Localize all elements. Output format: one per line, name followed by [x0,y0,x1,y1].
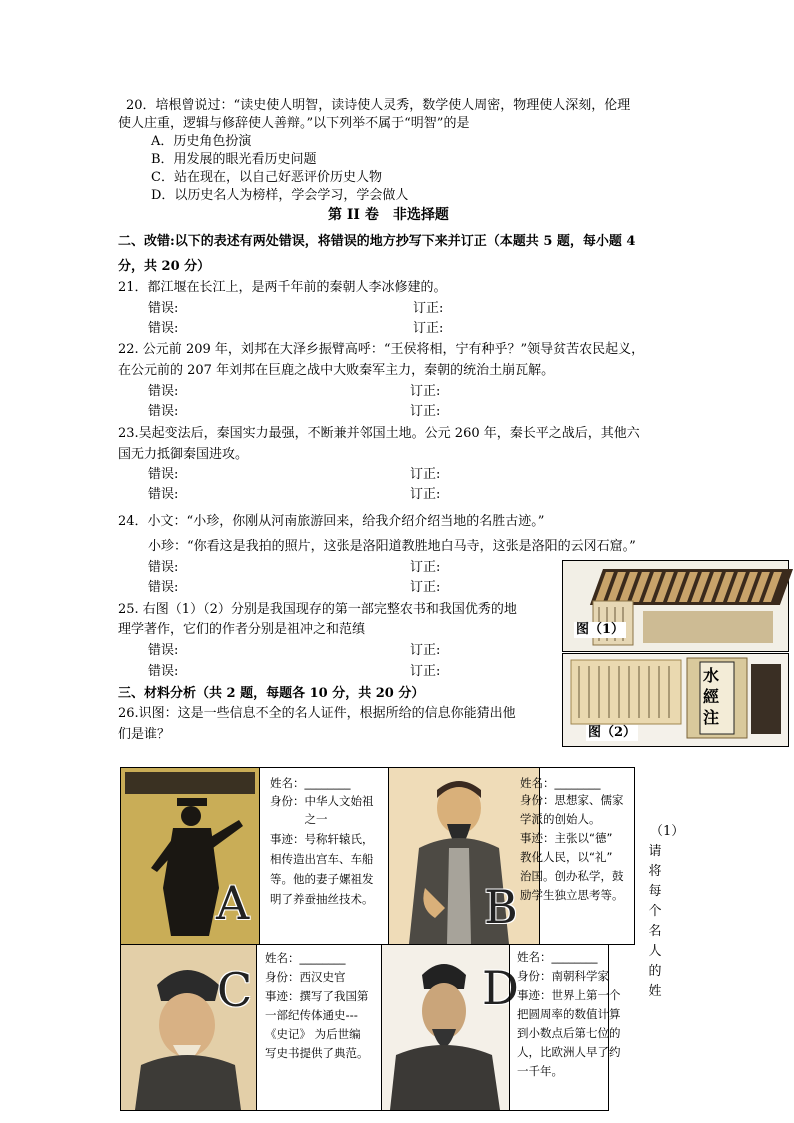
card-b-letter: B [484,880,518,934]
card-d-letter: D [482,961,519,1015]
q20-option-b: B．用发展的眼光看历史问题 [151,152,317,167]
card-d-text-block [509,948,633,1108]
q22-wrong-2: 错误: [148,404,179,419]
card-c-info [256,944,382,1111]
q21-fix-2: 订正: [413,321,444,336]
q25-wrong-2: 错误: [148,664,179,679]
card-b-deeds-line1: 事迹：主张以“德” [520,831,613,845]
card-b-deeds-line3: 治国。创办私学，鼓 [520,869,624,883]
side-note-char: 个 [648,904,662,919]
figure-2-label: 图（2） [588,725,637,740]
q20-option-d: D．以历史名人为榜样，学会学习，学会做人 [151,188,409,203]
figure-2-book-title: 水經注 [703,666,720,727]
card-b-text-block [512,773,634,943]
card-a-name-line: 姓名：________ [270,776,351,790]
q21-text: 21．都江堰在长江上，是两千年前的秦朝人李冰修建的。 [118,280,447,295]
q25-wrong-1: 错误: [148,643,179,658]
side-note-char: 请 [648,844,662,859]
card-c-letter: C [217,963,253,1017]
card-c-deeds-line1: 事迹：撰写了我国第 [265,989,369,1003]
card-a-letter: A [216,876,250,930]
card-a-deeds-line3: 等。他的妻子嫘祖发 [270,872,374,886]
q23-text-line1: 23.吴起变法后，秦国实力最强，不断兼并邻国土地。公元 260 年，秦长平之战后，其他六 [118,426,640,441]
figure-1-label: 图（1） [576,622,625,637]
card-c-photo [120,944,257,1111]
card-d-photo [381,944,519,1111]
q25-fix-1: 订正: [410,643,441,658]
card-a-identity-line2: 之一 [270,812,328,826]
q20-option-c: C．站在现在，以自己好恶评价历史人物 [151,170,382,185]
q22-text-line2: 在公元前的 207 年刘邦在巨鹿之战中大败秦军主力，秦朝的统治土崩瓦解。 [118,363,555,378]
q24-fix-2: 订正: [410,580,441,595]
card-b-identity-line2: 学派的创始人。 [520,812,601,826]
q20-option-a: A．历史角色扮演 [151,134,252,149]
q22-wrong-1: 错误: [148,384,179,399]
part2-heading-line1: 二、改错:以下的表述有两处错误，将错误的地方抄写下来并订正（本题共 5 题，每小题 4 [118,234,636,249]
card-d-name-line: 姓名：________ [517,950,598,964]
q25-fix-2: 订正: [410,664,441,679]
card-d-deeds-line3: 到小数点后第七位的 [517,1026,621,1040]
q23-wrong-1: 错误: [148,467,179,482]
card-c-deeds-line4: 写史书提供了典范。 [265,1046,369,1060]
side-note-char: 将 [648,864,662,879]
card-c-name-line: 姓名：________ [265,951,346,965]
q24-text-line2: 小珍：“你看这是我拍的照片，这张是洛阳道教胜地白马寺，这张是洛阳的云冈石窟。” [148,539,636,554]
side-note-char: 的 [648,964,662,979]
q22-text-line1: 22. 公元前 209 年，刘邦在大泽乡振臂高呼：“王侯将相，宁有种乎？”领导贫苦农民起义， [118,342,645,357]
side-note-char: 人 [648,944,662,959]
card-c-identity-line: 身份：西汉史官 [265,970,346,984]
side-note-char: 姓 [648,984,662,999]
q24-wrong-2: 错误: [148,580,179,595]
q20-stem-line1: 20．培根曾说过：“读史使人明智，读诗使人灵秀，数学使人周密，物理使人深刻，伦理 [126,98,631,113]
q23-fix-2: 订正: [410,487,441,502]
q23-text-line2: 国无力抵御秦国进攻。 [118,447,249,462]
q24-text-line1: 24．小文：“小珍，你刚从河南旅游回来，给我介绍介绍当地的名胜古迹。” [118,514,545,529]
q21-fix-1: 订正: [413,301,444,316]
side-note-char: 每 [648,884,662,899]
side-note-number: （1） [650,824,685,839]
q26-text-line1: 26.识图：这是一些信息不全的名人证件，根据所给的信息你能猜出他 [118,706,516,721]
q24-fix-1: 订正: [410,560,441,575]
card-c-deeds-line3: 《史记》 为后世编 [265,1027,361,1041]
q21-wrong-2: 错误: [148,321,179,336]
card-a-deeds-line1: 事迹：号称轩辕氏， [270,832,374,846]
q25-text-line2: 理学著作，它们的作者分别是祖冲之和范缜 [118,622,366,637]
q23-wrong-2: 错误: [148,487,179,502]
card-d-deeds-line4: 人，比欧洲人早了约 [517,1045,621,1059]
q21-wrong-1: 错误: [148,301,179,316]
side-note-vertical-text [647,842,663,1002]
q23-fix-1: 订正: [410,467,441,482]
card-a-info [259,767,389,945]
q22-fix-2: 订正: [410,404,441,419]
q25-text-line1: 25. 右图（1）（2）分别是我国现存的第一部完整农书和我国优秀的地 [118,602,517,617]
side-note-char: 名 [648,924,662,939]
q26-text-line2: 们是谁？ [118,727,171,742]
card-d-deeds-line2: 把圆周率的数值计算 [517,1007,621,1021]
card-c-deeds-line2: 一部纪传体通史--- [265,1008,358,1022]
card-a-deeds-line4: 明了养蚕抽丝技术。 [270,892,374,906]
part2-heading-line2: 分，共 20 分） [118,259,211,274]
card-b-deeds-line2: 教化人民，以“礼” [520,850,613,864]
q22-fix-1: 订正: [410,384,441,399]
card-a-identity-line: 身份：中华人文始祖 [270,794,374,808]
card-a-deeds-line2: 相传造出宫车、车船 [270,852,374,866]
card-b-identity-line: 身份：思想家、儒家 [520,793,624,807]
card-d-deeds-line5: 一千年。 [517,1064,563,1078]
part3-heading: 三、材料分析（共 2 题，每题各 10 分，共 20 分） [118,686,425,701]
q20-stem-line2: 使人庄重，逻辑与修辞使人善辩。”以下列举不属于“明智”的是 [118,116,470,131]
card-a-photo [120,767,260,945]
section-title: 第 II 卷 非选择题 [328,207,449,223]
q24-wrong-1: 错误: [148,560,179,575]
card-b-name-line: 姓名：________ [520,776,601,790]
figure-1-image [562,560,789,652]
card-b-deeds-line4: 励学生独立思考等。 [520,888,624,902]
card-d-identity-line: 身份：南朝科学家 [517,969,609,983]
card-d-deeds-line1: 事迹：世界上第一个 [517,988,621,1002]
